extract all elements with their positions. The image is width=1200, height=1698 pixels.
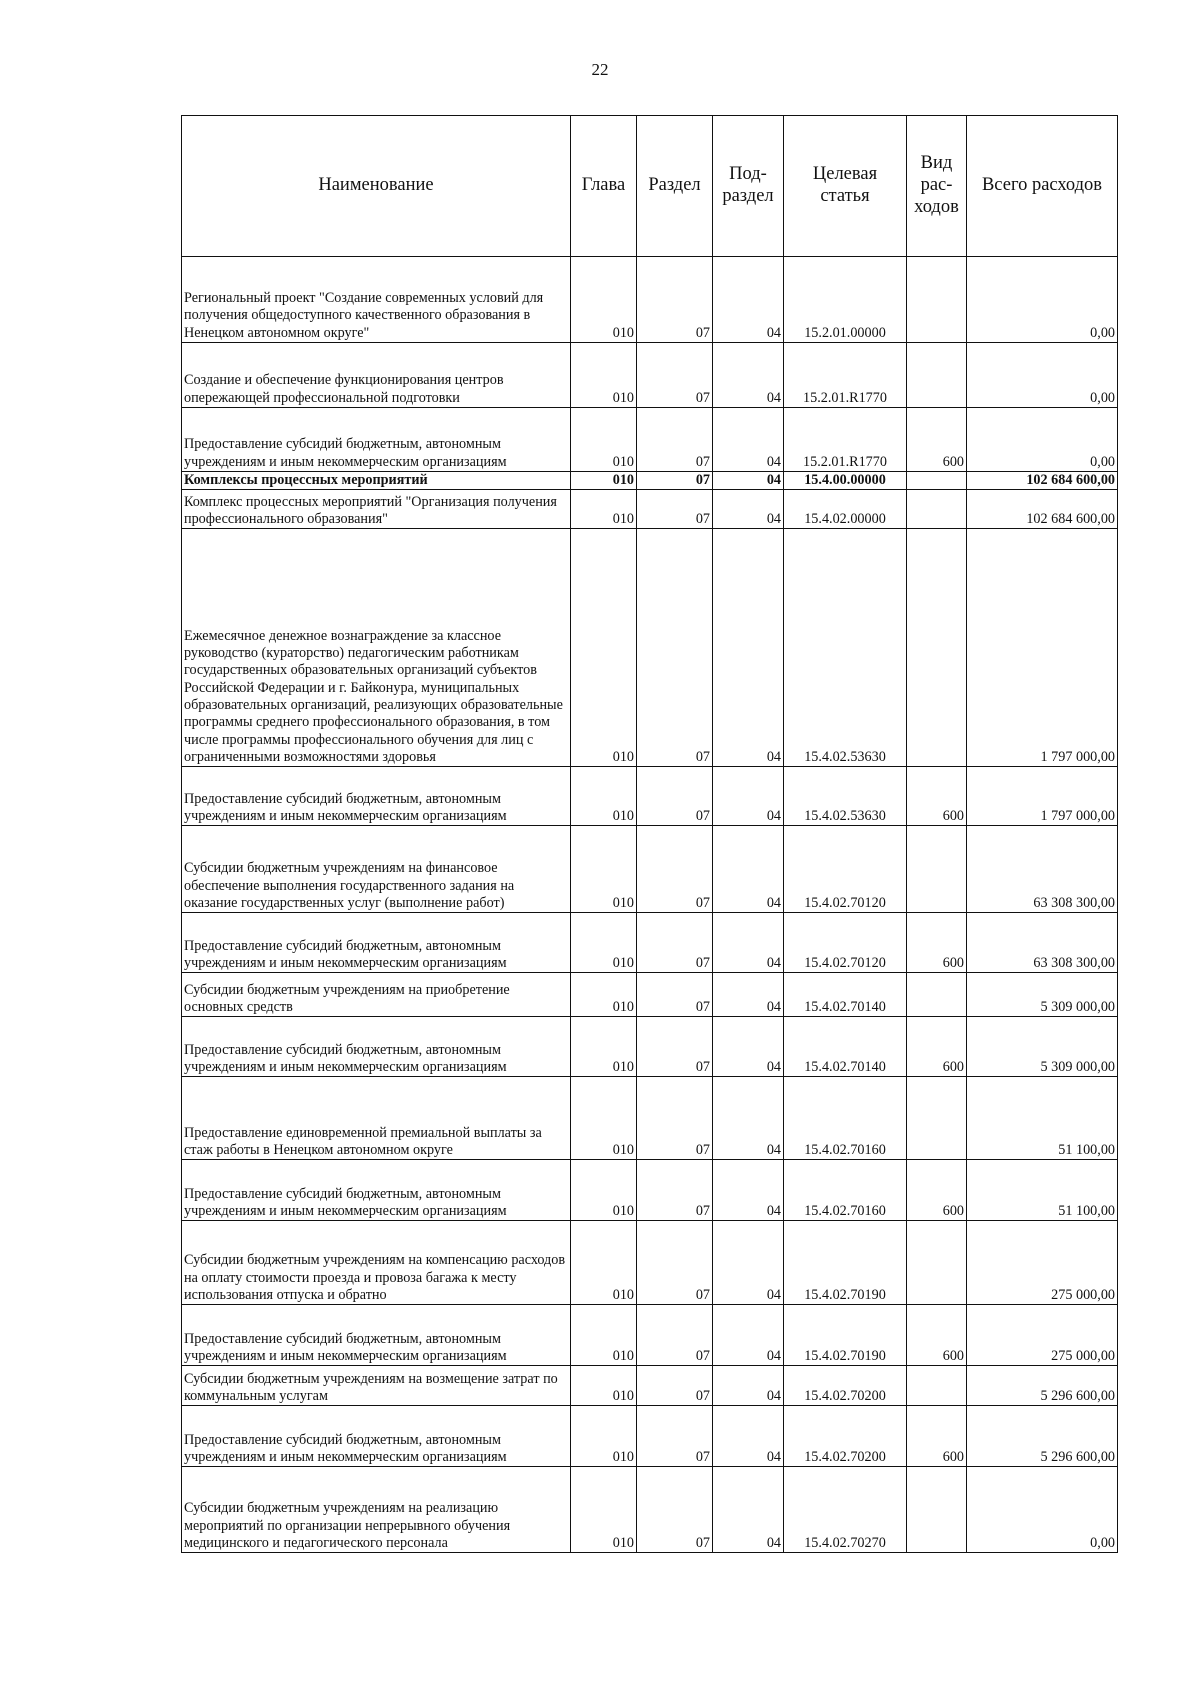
cell-target: 15.4.02.70200 xyxy=(784,1366,907,1406)
cell-chapter: 010 xyxy=(571,257,637,343)
cell-expense-type: 600 xyxy=(907,1305,967,1366)
cell-name: Предоставление субсидий бюджетным, автономным учреждениям и иным некоммерческим организациям xyxy=(182,1017,571,1077)
cell-target: 15.4.02.70270 xyxy=(784,1467,907,1553)
header-subsection xyxy=(713,116,784,257)
cell-expense-type xyxy=(907,1366,967,1406)
cell-target: 15.4.02.70200 xyxy=(784,1406,907,1467)
table-row xyxy=(182,1160,1118,1221)
cell-chapter: 010 xyxy=(571,973,637,1017)
table-row xyxy=(182,973,1118,1017)
cell-name: Предоставление субсидий бюджетным, автономным учреждениям и иным некоммерческим организациям xyxy=(182,913,571,973)
cell-name: Создание и обеспечение функционирования центров опережающей профессиональной подготовки xyxy=(182,343,571,408)
cell-subsection: 04 xyxy=(713,343,784,408)
cell-expense-type: 600 xyxy=(907,913,967,973)
cell-expense-type xyxy=(907,529,967,767)
cell-name: Предоставление субсидий бюджетным, автономным учреждениям и иным некоммерческим организациям xyxy=(182,1406,571,1467)
cell-expense-type: 600 xyxy=(907,1017,967,1077)
cell-section: 07 xyxy=(637,767,713,826)
header-section: Раздел xyxy=(637,116,713,257)
table-row xyxy=(182,490,1118,529)
table-row xyxy=(182,472,1118,490)
cell-subsection: 04 xyxy=(713,1017,784,1077)
cell-name: Предоставление субсидий бюджетным, автономным учреждениям и иным некоммерческим организациям xyxy=(182,767,571,826)
cell-subsection: 04 xyxy=(713,472,784,490)
header-total: Всего расходов xyxy=(967,116,1118,257)
cell-total: 275 000,00 xyxy=(967,1305,1118,1366)
header-expense-type-line2: рас- xyxy=(920,175,953,196)
cell-subsection: 04 xyxy=(713,529,784,767)
table-row xyxy=(182,1305,1118,1366)
cell-section: 07 xyxy=(637,490,713,529)
cell-subsection: 04 xyxy=(713,490,784,529)
cell-name: Субсидии бюджетным учреждениям на возмещение затрат по коммунальным услугам xyxy=(182,1366,571,1406)
table-row xyxy=(182,767,1118,826)
cell-chapter: 010 xyxy=(571,913,637,973)
cell-subsection: 04 xyxy=(713,767,784,826)
cell-target: 15.4.02.53630 xyxy=(784,767,907,826)
cell-name: Субсидии бюджетным учреждениям на компенсацию расходов на оплату стоимости проезда и провоза багажа к месту использования отпуска и обратно xyxy=(182,1221,571,1305)
cell-name: Субсидии бюджетным учреждениям на финансовое обеспечение выполнения государственного задания на оказание государственных услуг (выполнение работ) xyxy=(182,826,571,913)
cell-chapter: 010 xyxy=(571,529,637,767)
cell-total: 0,00 xyxy=(967,257,1118,343)
cell-chapter: 010 xyxy=(571,1160,637,1221)
header-subsection-line1: Под- xyxy=(729,164,767,185)
table-row xyxy=(182,1017,1118,1077)
cell-section: 07 xyxy=(637,1406,713,1467)
cell-section: 07 xyxy=(637,1467,713,1553)
cell-section: 07 xyxy=(637,1221,713,1305)
cell-target: 15.4.00.00000 xyxy=(784,472,907,490)
table-row xyxy=(182,343,1118,408)
cell-subsection: 04 xyxy=(713,1160,784,1221)
cell-section: 07 xyxy=(637,257,713,343)
table-row xyxy=(182,529,1118,767)
table-row xyxy=(182,1467,1118,1553)
cell-section: 07 xyxy=(637,1160,713,1221)
cell-total: 5 309 000,00 xyxy=(967,1017,1118,1077)
cell-expense-type xyxy=(907,343,967,408)
cell-total: 0,00 xyxy=(967,408,1118,472)
page-number: 22 xyxy=(591,60,609,79)
cell-subsection: 04 xyxy=(713,1366,784,1406)
cell-total: 63 308 300,00 xyxy=(967,826,1118,913)
cell-subsection: 04 xyxy=(713,1221,784,1305)
header-name: Наименование xyxy=(182,116,571,257)
cell-target: 15.2.01.00000 xyxy=(784,257,907,343)
cell-target: 15.4.02.70160 xyxy=(784,1077,907,1160)
table-row xyxy=(182,1406,1118,1467)
table-row xyxy=(182,1366,1118,1406)
cell-total: 5 309 000,00 xyxy=(967,973,1118,1017)
cell-name: Предоставление субсидий бюджетным, автономным учреждениям и иным некоммерческим организациям xyxy=(182,408,571,472)
cell-expense-type xyxy=(907,1221,967,1305)
header-expense-type xyxy=(907,116,967,257)
cell-expense-type xyxy=(907,257,967,343)
cell-target: 15.4.02.70190 xyxy=(784,1221,907,1305)
cell-section: 07 xyxy=(637,343,713,408)
cell-chapter: 010 xyxy=(571,1017,637,1077)
cell-chapter: 010 xyxy=(571,1467,637,1553)
table-header-row xyxy=(182,116,1118,257)
cell-total: 0,00 xyxy=(967,1467,1118,1553)
cell-expense-type: 600 xyxy=(907,1160,967,1221)
header-target xyxy=(784,116,907,257)
cell-subsection: 04 xyxy=(713,973,784,1017)
cell-subsection: 04 xyxy=(713,1467,784,1553)
cell-section: 07 xyxy=(637,1077,713,1160)
table-row xyxy=(182,913,1118,973)
table-row xyxy=(182,826,1118,913)
cell-expense-type: 600 xyxy=(907,1406,967,1467)
cell-subsection: 04 xyxy=(713,913,784,973)
cell-total: 102 684 600,00 xyxy=(967,490,1118,529)
cell-target: 15.4.02.70120 xyxy=(784,826,907,913)
cell-expense-type xyxy=(907,490,967,529)
cell-expense-type: 600 xyxy=(907,408,967,472)
cell-chapter: 010 xyxy=(571,343,637,408)
cell-chapter: 010 xyxy=(571,1305,637,1366)
cell-expense-type xyxy=(907,1467,967,1553)
cell-chapter: 010 xyxy=(571,490,637,529)
cell-name: Комплексы процессных мероприятий xyxy=(182,472,571,490)
cell-target: 15.4.02.70120 xyxy=(784,913,907,973)
cell-total: 102 684 600,00 xyxy=(967,472,1118,490)
header-expense-type-line3: ходов xyxy=(914,196,959,217)
cell-subsection: 04 xyxy=(713,408,784,472)
cell-section: 07 xyxy=(637,408,713,472)
cell-total: 275 000,00 xyxy=(967,1221,1118,1305)
cell-name: Субсидии бюджетным учреждениям на реализацию мероприятий по организации непрерывного обучения медицинского и педагогического персонала xyxy=(182,1467,571,1553)
cell-target: 15.4.02.70190 xyxy=(784,1305,907,1366)
cell-chapter: 010 xyxy=(571,472,637,490)
cell-chapter: 010 xyxy=(571,1366,637,1406)
cell-expense-type xyxy=(907,1077,967,1160)
cell-section: 07 xyxy=(637,913,713,973)
cell-target: 15.4.02.70160 xyxy=(784,1160,907,1221)
cell-target: 15.4.02.00000 xyxy=(784,490,907,529)
cell-expense-type: 600 xyxy=(907,767,967,826)
cell-section: 07 xyxy=(637,826,713,913)
table-row xyxy=(182,1077,1118,1160)
header-target-line2: статья xyxy=(820,186,870,206)
cell-section: 07 xyxy=(637,472,713,490)
cell-total: 5 296 600,00 xyxy=(967,1406,1118,1467)
cell-target: 15.4.02.70140 xyxy=(784,1017,907,1077)
cell-chapter: 010 xyxy=(571,1406,637,1467)
budget-table xyxy=(181,115,1118,1553)
header-expense-type-line1: Вид xyxy=(920,153,953,174)
cell-target: 15.2.01.R1770 xyxy=(784,408,907,472)
cell-name: Предоставление субсидий бюджетным, автономным учреждениям и иным некоммерческим организациям xyxy=(182,1305,571,1366)
cell-total: 1 797 000,00 xyxy=(967,767,1118,826)
header-target-line1: Целевая xyxy=(812,164,878,185)
header-subsection-line2: раздел xyxy=(722,186,774,206)
cell-subsection: 04 xyxy=(713,826,784,913)
cell-subsection: 04 xyxy=(713,1077,784,1160)
table-row xyxy=(182,408,1118,472)
cell-total: 1 797 000,00 xyxy=(967,529,1118,767)
header-chapter: Глава xyxy=(571,116,637,257)
cell-target: 15.4.02.53630 xyxy=(784,529,907,767)
table-body xyxy=(182,257,1118,1553)
cell-expense-type xyxy=(907,826,967,913)
cell-section: 07 xyxy=(637,1366,713,1406)
cell-subsection: 04 xyxy=(713,257,784,343)
cell-total: 5 296 600,00 xyxy=(967,1366,1118,1406)
cell-target: 15.2.01.R1770 xyxy=(784,343,907,408)
table-row xyxy=(182,257,1118,343)
cell-section: 07 xyxy=(637,973,713,1017)
cell-chapter: 010 xyxy=(571,408,637,472)
cell-total: 63 308 300,00 xyxy=(967,913,1118,973)
cell-total: 0,00 xyxy=(967,343,1118,408)
cell-name: Комплекс процессных мероприятий "Организация получения профессионального образования" xyxy=(182,490,571,529)
cell-total: 51 100,00 xyxy=(967,1077,1118,1160)
cell-section: 07 xyxy=(637,529,713,767)
cell-section: 07 xyxy=(637,1305,713,1366)
cell-chapter: 010 xyxy=(571,826,637,913)
cell-total: 51 100,00 xyxy=(967,1160,1118,1221)
cell-target: 15.4.02.70140 xyxy=(784,973,907,1017)
cell-name: Предоставление субсидий бюджетным, автономным учреждениям и иным некоммерческим организациям xyxy=(182,1160,571,1221)
cell-subsection: 04 xyxy=(713,1406,784,1467)
cell-expense-type xyxy=(907,973,967,1017)
cell-expense-type xyxy=(907,472,967,490)
cell-name: Ежемесячное денежное вознаграждение за классное руководство (кураторство) педагогическим работникам государственных образовательных организаций субъектов Российской Федерации и г. Байконура, муниципальных образовательных организаций, реализующих образовательные программы среднего профессионального образования, в том числе программы профессионального обучения для лиц с ограниченными возможностями здоровья xyxy=(182,529,571,767)
cell-chapter: 010 xyxy=(571,1077,637,1160)
cell-chapter: 010 xyxy=(571,1221,637,1305)
cell-name: Предоставление единовременной премиальной выплаты за стаж работы в Ненецком автономном округе xyxy=(182,1077,571,1160)
cell-name: Субсидии бюджетным учреждениям на приобретение основных средств xyxy=(182,973,571,1017)
cell-name: Региональный проект "Создание современных условий для получения общедоступного качественного образования в Ненецком автономном округе" xyxy=(182,257,571,343)
cell-subsection: 04 xyxy=(713,1305,784,1366)
cell-section: 07 xyxy=(637,1017,713,1077)
cell-chapter: 010 xyxy=(571,767,637,826)
table-row xyxy=(182,1221,1118,1305)
